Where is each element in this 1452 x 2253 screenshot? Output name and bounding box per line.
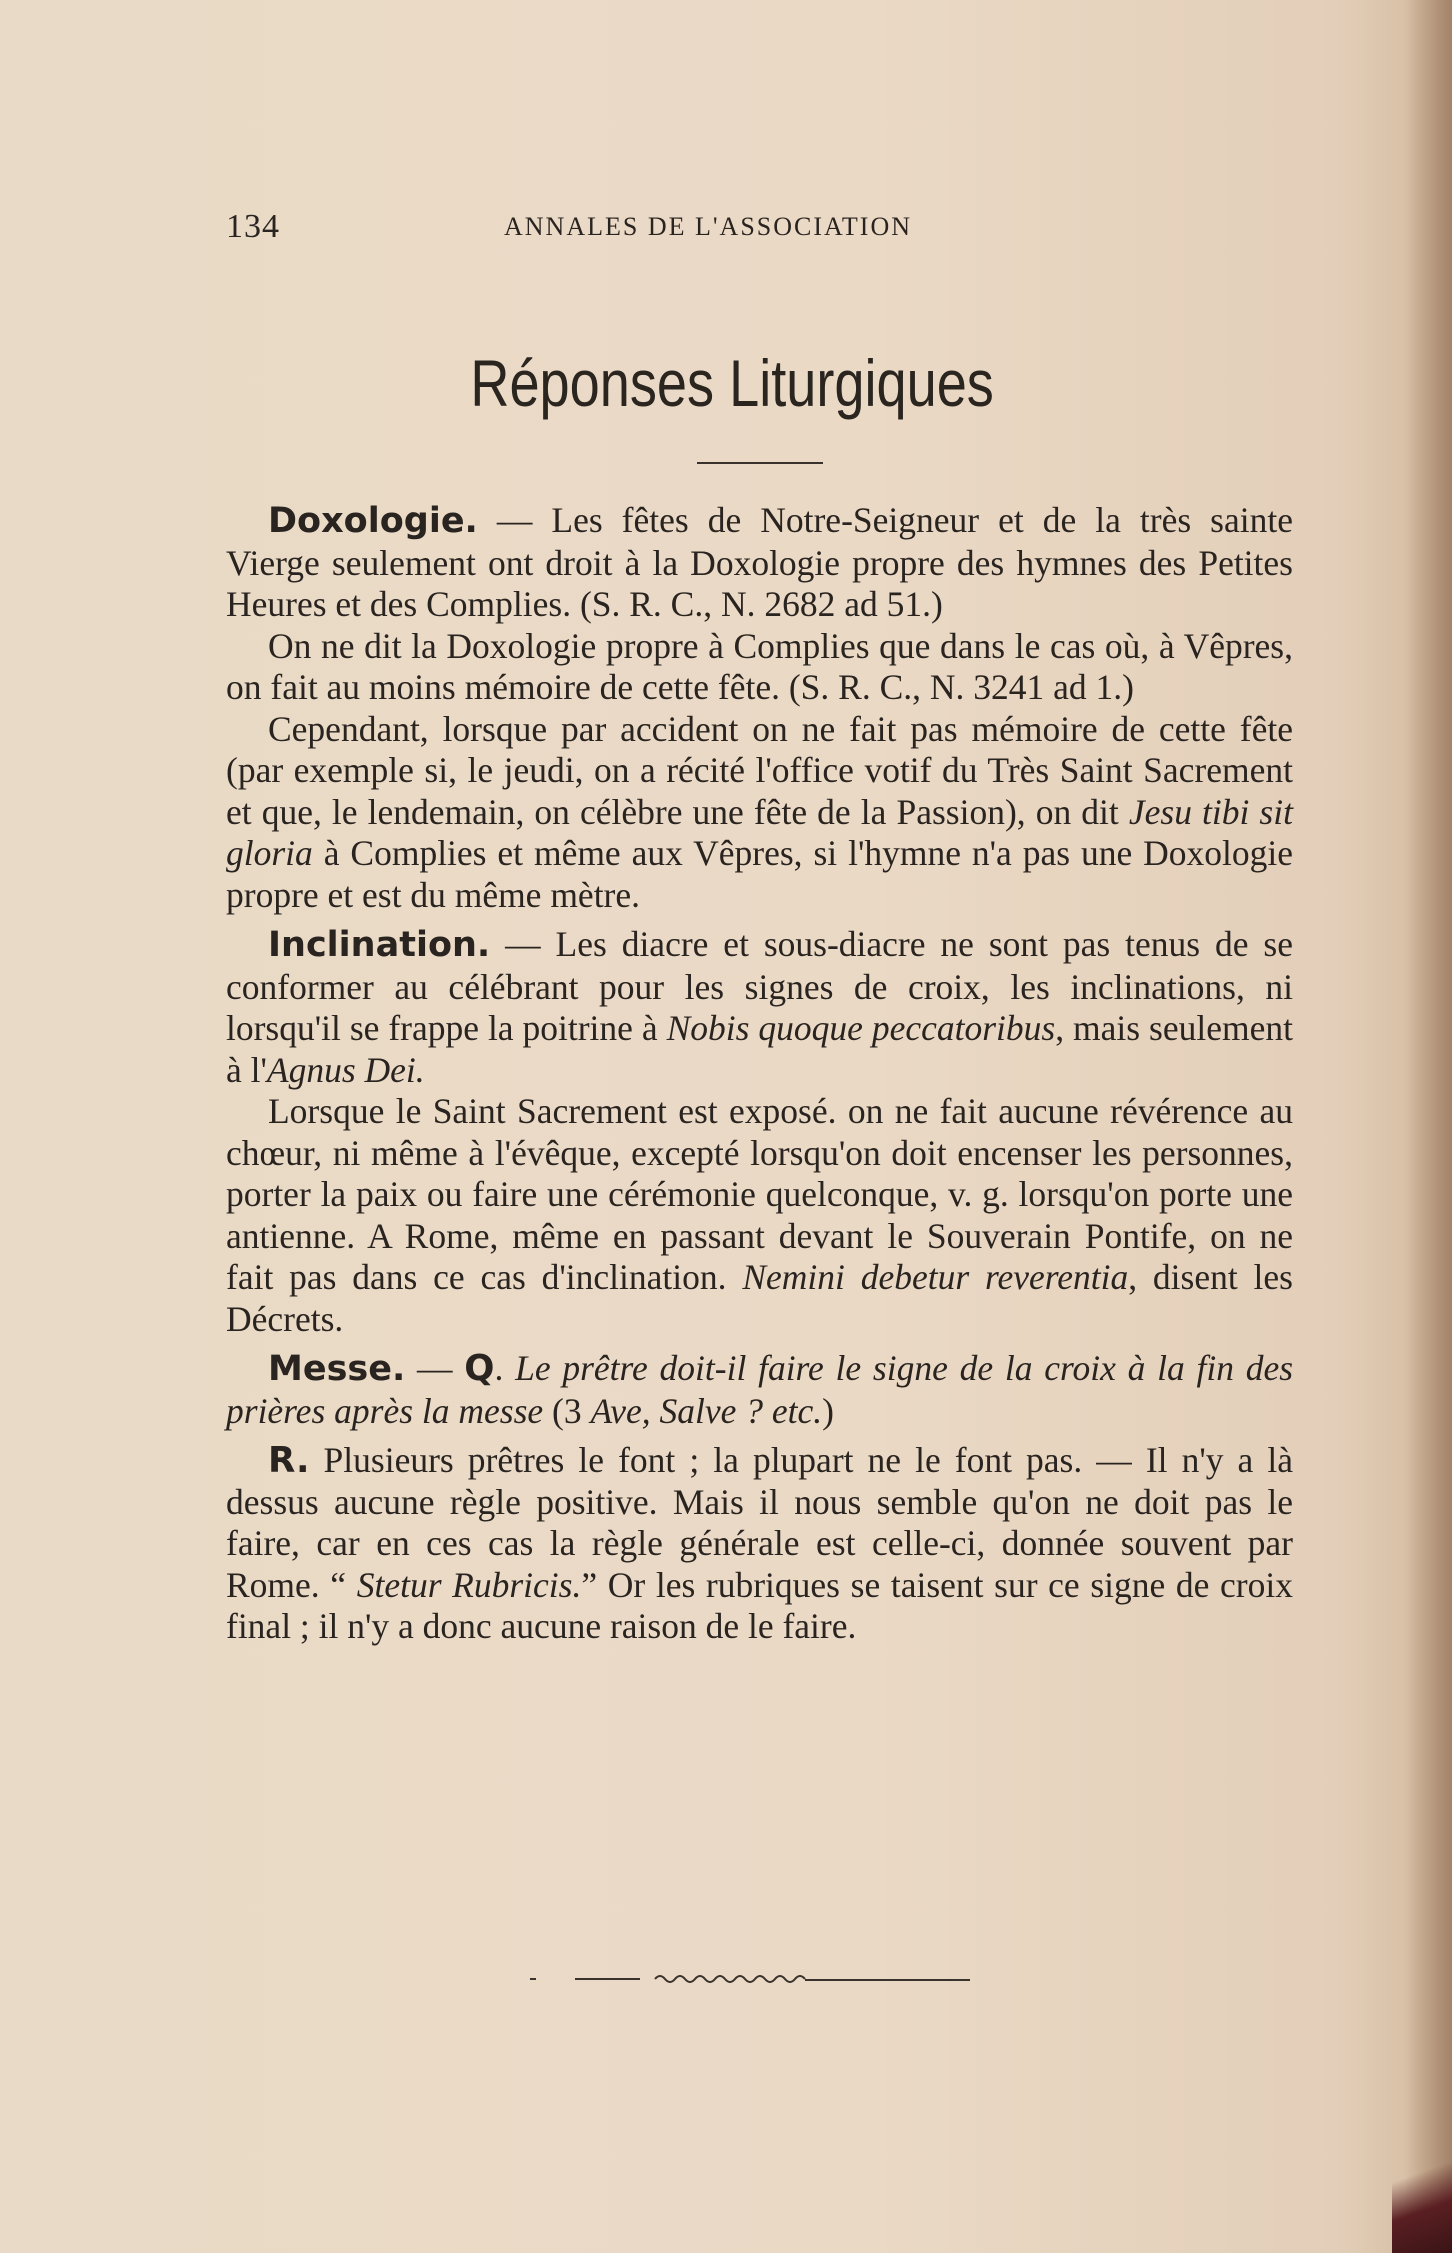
doxologie-paragraph-1 bbox=[226, 500, 1293, 626]
doxologie-text-3a: Cependant, lorsque par accident on ne fait pas mémoire de cette fête (par exemple si, le jeudi, on a récité l'office votif du Très Saint Sacrement et que, le lendemain, on célèbre une fête de la Passion), on dit bbox=[226, 708, 1293, 832]
running-head: ANNALES DE L'ASSOCIATION bbox=[504, 212, 913, 241]
inclination-heading: Inclination. bbox=[268, 925, 491, 965]
question-paren-open: (3 bbox=[543, 1390, 591, 1431]
question-text-italic: Le prêtre doit-il faire le signe de la croix à la fin des prières après la messe bbox=[226, 1348, 1294, 1431]
inclination-text-2b: , disent les Décrets. bbox=[226, 1257, 1293, 1339]
answer-text-italic: Stetur Rubricis. bbox=[356, 1564, 582, 1605]
messe-question bbox=[226, 1348, 1293, 1432]
answer-text-a: Plusieurs prêtres le font ; la plupart ne le font pas. — Il n'y a là dessus aucune règle positive. Mais il nous semble qu'on ne doit pas le faire, car en ces cas la règle générale est celle-ci, donnée souvent par Rome. “ bbox=[226, 1440, 1293, 1605]
inclination-paragraph-1 bbox=[226, 924, 1293, 1091]
messe-dash: — bbox=[405, 1348, 465, 1388]
question-label: Q bbox=[464, 1348, 495, 1389]
inclination-text-1-italic-1: Nobis quoque peccatoribus bbox=[666, 1008, 1056, 1048]
answer-text-b: ” Or les rubriques se taisent sur ce signe de croix final ; il n'y a donc aucune raison de le faire. bbox=[226, 1564, 1293, 1646]
doxologie-heading: Doxologie. bbox=[268, 501, 478, 541]
inclination-text-2-italic: Nemini debetur reverentia bbox=[742, 1257, 1129, 1297]
question-dot: . bbox=[494, 1348, 516, 1388]
doxologie-text-1: — Les fêtes de Notre-Seigneur et de la très sainte Vierge seulement ont droit à la Doxologie propre des hymnes des Petites Heures et des Complies. (S. R. C., N. 2682 ad 51.) bbox=[226, 500, 1293, 624]
end-ornament bbox=[530, 1966, 970, 1992]
doxologie-paragraph-2 bbox=[226, 626, 1293, 709]
page-header bbox=[226, 208, 1026, 258]
article-body bbox=[226, 500, 1293, 1648]
question-text-italic-2: Ave, Salve ? etc. bbox=[590, 1390, 823, 1431]
question-paren-close: ) bbox=[822, 1390, 834, 1431]
inclination-text-1b: , mais seulement à l' bbox=[226, 1008, 1293, 1090]
page-title: Réponses Liturgiques bbox=[470, 346, 994, 420]
doxologie-text-3-italic: Jesu tibi sit gloria bbox=[226, 791, 1293, 873]
inclination-paragraph-2 bbox=[226, 1091, 1293, 1340]
inclination-text-1-italic-2: Agnus Dei. bbox=[266, 1049, 425, 1090]
doxologie-text-2: On ne dit la Doxologie propre à Complies que dans le cas où, à Vêpres, on fait au moins mémoire de cette fête. (S. R. C., N. 3241 ad 1.) bbox=[226, 625, 1293, 707]
title-rule bbox=[697, 462, 823, 464]
doxologie-text-3b: à Complies et même aux Vêpres, si l'hymne n'a pas une Doxologie propre et est du même mètre. bbox=[226, 833, 1293, 915]
messe-heading: Messe. bbox=[268, 1349, 406, 1389]
page-edge-shadow bbox=[1404, 0, 1452, 2253]
inclination-text-2a: Lorsque le Saint Sacrement est exposé. on ne fait aucune révérence au chœur, ni même à l'évêque, excepté lorsqu'on doit encenser les personnes, porter la paix ou faire une cérémonie quelconque, v. g. lorsqu'on porte une antienne. A Rome, même en passant devant le Souverain Pontife, on ne fait pas dans ce cas d'inclination. bbox=[226, 1091, 1293, 1297]
inclination-text-1a: — Les diacre et sous-diacre ne sont pas tenus de se conformer au célébrant pour les signes de croix, les inclinations, ni lorsqu'il se frappe la poitrine à bbox=[226, 924, 1293, 1048]
answer-label: R. bbox=[268, 1440, 310, 1481]
doxologie-paragraph-3 bbox=[226, 709, 1293, 917]
binding-mark bbox=[1392, 2143, 1452, 2253]
messe-answer bbox=[226, 1440, 1293, 1648]
page-number: 134 bbox=[226, 208, 280, 245]
